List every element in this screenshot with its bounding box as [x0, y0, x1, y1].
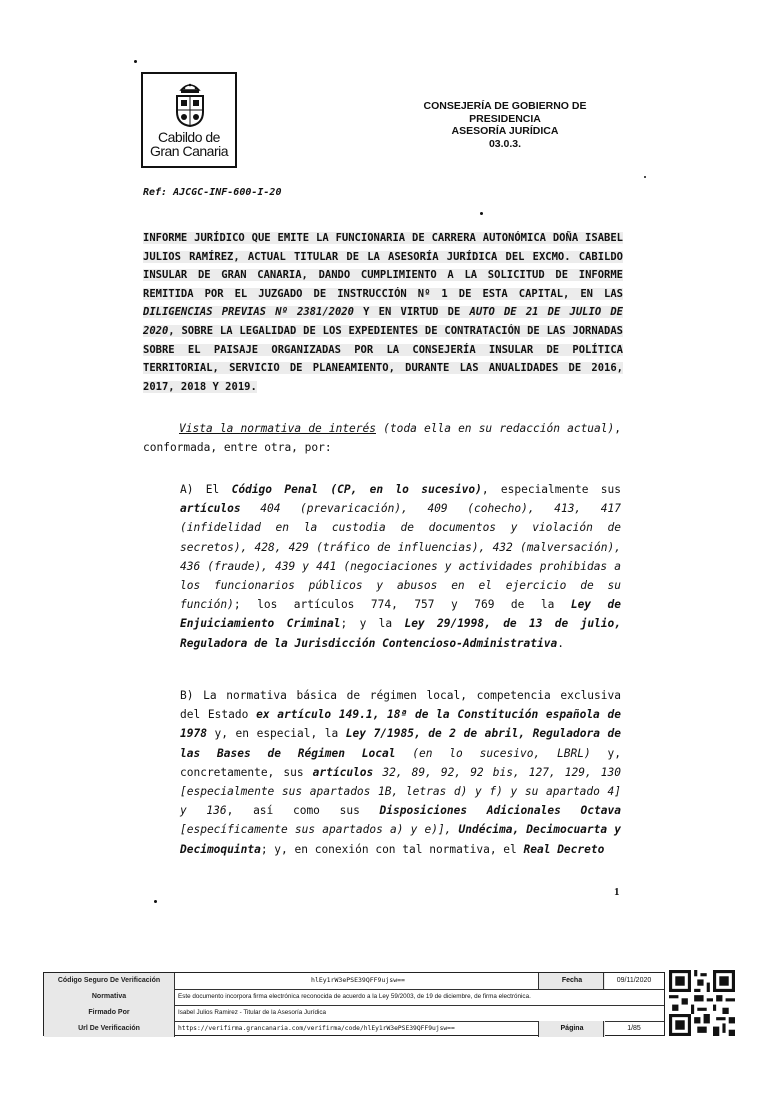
- item-a-article-list: 404 (prevaricación), 409 (cohecho), 413, 417 (infidelidad en la custodia de documentos y violación de secretos), 428, 429 (tráfico de influencias), 432 (malversación), 436 (fraude), 439 y 441 (negociaciones y actividades prohibidas a los funcionarios públicos y abusos en el ejercicio de su función): [180, 502, 621, 612]
- item-a-label: A): [180, 483, 194, 496]
- date-value: 09/11/2020: [603, 973, 664, 989]
- intro-auto: AUTO DE 21 DE JULIO DE 2020: [143, 306, 623, 337]
- report-title-block: [143, 229, 623, 396]
- item-b-text: y, concretamente, sus: [180, 746, 621, 779]
- item-b-text: y, en especial, la: [206, 727, 346, 741]
- normativa-note: (toda ella en su redacción actual): [376, 422, 615, 435]
- logo-text-line1: Cabildo de: [158, 129, 220, 145]
- normativa-rest: , conformada, entre otra, por:: [143, 422, 621, 455]
- scan-speck: [480, 212, 483, 215]
- item-b-real-decreto: Real Decreto: [523, 842, 605, 856]
- item-b-lbrl: (en lo sucesivo, LBRL): [395, 746, 591, 760]
- item-b-constitucion: ex artículo 149.1, 18ª de la Constitución española de 1978: [180, 708, 621, 741]
- item-a-text: , especialmente sus: [481, 483, 621, 496]
- item-b-undecima: Undécima, Decimocuarta y Decimoquinta: [180, 823, 621, 856]
- item-b-article-list: 32, 89, 92, 92 bis, 127, 129, 130 [especialmente sus apartados 1B, letras d) y f) y su apartado 4] y 136: [180, 765, 621, 818]
- qr-code-icon: [668, 970, 736, 1036]
- dept-line-1: CONSEJERÍA DE GOBIERNO DE: [423, 100, 587, 112]
- verification-row-csv: [44, 973, 664, 990]
- item-a-codigo-penal: Código Penal (CP, en lo sucesivo): [231, 483, 482, 496]
- list-item-a: [180, 480, 621, 653]
- item-b-text: La normativa básica de régimen local, competencia exclusiva del Estado: [180, 689, 621, 722]
- intro-diligencias: DILIGENCIAS PREVIAS Nº 2381/2020: [143, 306, 354, 319]
- item-a-ley-29-1998: Ley 29/1998, de 13 de julio, Reguladora de la Jurisdicción Contencioso-Administrativa: [180, 617, 622, 650]
- item-b-text: , así como sus: [226, 804, 380, 818]
- scan-speck: [644, 176, 646, 178]
- normativa-heading: Vista la normativa de interés: [179, 422, 376, 435]
- dept-line-4: 03.0.3.: [488, 137, 522, 150]
- intro-text-1: INFORME JURÍDICO QUE EMITE LA FUNCIONARIA DE CARRERA AUTONÓMICA DOÑA ISABEL JULIOS RAMÍREZ, ACTUAL TITULAR DE LA ASESORÍA JURÍDICA DEL EXCMO. CABILDO INSULAR DE GRAN CANARIA, DANDO CUMPLIMIENTO A LA SOLICITUD DE INFORME REMITIDA POR EL JUZGADO DE INSTRUCCIÓN Nº 1 DE ESTA CAPITAL, EN LAS: [143, 232, 623, 300]
- verification-row-normativa: [44, 989, 664, 1006]
- item-a-text: ; y la: [340, 617, 405, 631]
- department-header: [400, 100, 610, 150]
- verification-row-signer: [44, 1005, 664, 1022]
- verification-table: [43, 972, 665, 1036]
- scan-speck: [154, 900, 157, 903]
- scan-speck: [134, 60, 137, 63]
- verification-row-url: [44, 1021, 664, 1037]
- item-b-articulos: artículos: [312, 765, 374, 779]
- list-item-b: [180, 686, 621, 859]
- page-count-value: 1/85: [603, 1021, 664, 1037]
- item-a-articulos: artículos: [180, 502, 241, 516]
- url-link[interactable]: https://verifirma.grancanaria.com/verifirma/code/hlEy1rW3ePSE39QFF9ujsw==: [178, 1025, 455, 1032]
- csv-label: Código Seguro De Verificación: [44, 973, 175, 989]
- logo-text-line2: Gran Canaria: [149, 143, 229, 159]
- item-a-lecrim: Ley de Enjuiciamiento Criminal: [180, 598, 621, 631]
- item-b-apartados: [específicamente sus apartados a) y e)],: [180, 823, 459, 837]
- dept-line-2: PRESIDENCIA: [469, 112, 541, 125]
- page-label: Página: [538, 1021, 605, 1037]
- url-label: Url De Verificación: [44, 1021, 175, 1037]
- item-b-ley-7-1985: Ley 7/1985, de 2 de abril, Reguladora de las Bases de Régimen Local: [180, 727, 621, 760]
- intro-text-3: Y EN VIRTUD DE: [353, 306, 470, 319]
- page-number: 1: [614, 886, 620, 898]
- signer-label: Firmado Por: [44, 1005, 175, 1021]
- coat-of-arms-icon: [173, 80, 207, 128]
- item-b-label: B): [180, 689, 194, 702]
- reference-code: Ref: AJCGC-INF-600-I-20: [143, 187, 282, 198]
- item-b-disp-adicionales: Disposiciones Adicionales Octava: [379, 804, 621, 818]
- item-b-text: ; y, en conexión con tal normativa, el: [260, 842, 524, 856]
- cabildo-logo: [141, 72, 237, 168]
- item-a-text: ; los artículos 774, 757 y 769 de la: [233, 598, 571, 612]
- dept-line-3: ASESORÍA JURÍDICA: [451, 125, 559, 137]
- paragraph-normativa: [143, 419, 621, 457]
- normativa-label: Normativa: [44, 989, 175, 1005]
- csv-value: hlEy1rW3ePSE39QFF9ujsw==: [311, 976, 405, 984]
- normativa-value: Este documento incorpora firma electrónica reconocida de acuerdo a la Ley 59/2003, de 19 de diciembre, de firma electrónica.: [178, 993, 531, 1000]
- date-label: Fecha: [538, 973, 605, 989]
- intro-text-5: , SOBRE LA LEGALIDAD DE LOS EXPEDIENTES DE CONTRATACIÓN DE LAS JORNADAS SOBRE EL PAISAJE ORGANIZADAS POR LA CONSEJERÍA INSULAR DE POLÍTICA TERRITORIAL, SERVICIO DE PLANEAMIENTO, DURANTE LAS ANUALIDADES DE 2016, 2017, 2018 Y 2019.: [143, 324, 623, 393]
- signer-value: Isabel Julios Ramirez - Titular de la Asesoría Jurídica: [178, 1009, 327, 1016]
- item-a-text: El: [193, 483, 232, 496]
- item-a-text: .: [557, 636, 564, 650]
